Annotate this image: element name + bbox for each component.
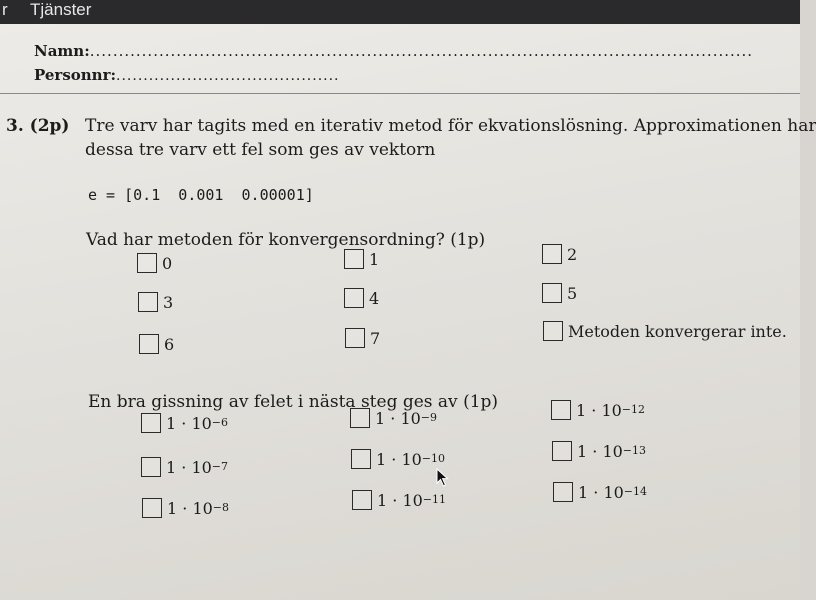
checkbox[interactable] xyxy=(344,288,364,308)
checkbox[interactable] xyxy=(543,321,563,341)
option-base: 1 · 10 xyxy=(166,413,212,433)
option-label: 7 xyxy=(370,328,381,348)
name-dots: ................................................................................................................... xyxy=(89,42,754,60)
checkbox[interactable] xyxy=(345,328,365,348)
name-field xyxy=(34,42,754,60)
personnr-field xyxy=(34,66,340,84)
error-option[interactable]: 1 · 10 −13 xyxy=(552,441,646,461)
option-label: 4 xyxy=(369,288,380,308)
personnr-label: Personnr: xyxy=(34,66,117,84)
checkbox[interactable] xyxy=(352,490,372,510)
name-label: Namn: xyxy=(34,42,90,60)
option-label: 2 xyxy=(567,244,578,264)
checkbox[interactable] xyxy=(552,441,572,461)
top-menu-bar xyxy=(0,0,800,24)
mouse-pointer-icon xyxy=(436,468,450,488)
checkbox[interactable] xyxy=(141,413,161,433)
order-option[interactable] xyxy=(344,249,379,269)
checkbox[interactable] xyxy=(542,283,562,303)
error-option[interactable]: 1 · 10 −7 xyxy=(141,457,228,477)
option-label: 0 xyxy=(162,253,173,273)
order-option[interactable] xyxy=(344,288,379,308)
checkbox[interactable] xyxy=(351,449,371,469)
checkbox[interactable] xyxy=(551,400,571,420)
order-option[interactable] xyxy=(137,253,172,273)
question-text xyxy=(85,114,816,162)
error-option[interactable]: 1 · 10 −6 xyxy=(141,413,228,433)
order-option[interactable] xyxy=(543,321,787,341)
error-option[interactable]: 1 · 10 −8 xyxy=(142,498,229,518)
option-label: 1 xyxy=(369,249,380,269)
error-option[interactable]: 1 · 10 −12 xyxy=(551,400,645,420)
option-label: 5 xyxy=(567,283,578,303)
question-index: 3. xyxy=(6,116,24,136)
checkbox[interactable] xyxy=(350,408,370,428)
exam-page xyxy=(0,24,816,600)
checkbox[interactable] xyxy=(142,498,162,518)
order-option[interactable] xyxy=(138,292,173,312)
order-option[interactable] xyxy=(542,244,577,264)
option-base: 1 · 10 xyxy=(578,482,624,502)
error-vector: e = [0.1 0.001 0.00001] xyxy=(88,186,314,204)
error-option[interactable]: 1 · 10 −14 xyxy=(553,482,647,502)
error-option[interactable]: 1 · 10 −9 xyxy=(350,408,437,428)
question-line-1: Tre varv har tagits med en iterativ metod för ekvationslösning. Approximationen har xyxy=(85,116,816,136)
checkbox[interactable] xyxy=(553,482,573,502)
part1-prompt: Vad har metoden för konvergensordning? (1p) xyxy=(86,230,486,250)
order-option[interactable] xyxy=(139,334,174,354)
option-label: Metoden konvergerar inte. xyxy=(568,321,787,341)
order-option[interactable] xyxy=(542,283,577,303)
checkbox[interactable] xyxy=(141,457,161,477)
option-label: 6 xyxy=(164,334,175,354)
option-label: 3 xyxy=(163,292,174,312)
option-base: 1 · 10 xyxy=(576,400,622,420)
menu-item-tjanster[interactable]: Tjänster xyxy=(30,0,92,19)
checkbox[interactable] xyxy=(139,334,159,354)
option-base: 1 · 10 xyxy=(577,441,623,461)
option-base: 1 · 10 xyxy=(166,457,212,477)
checkbox[interactable] xyxy=(137,253,157,273)
checkbox[interactable] xyxy=(138,292,158,312)
question-points: (2p) xyxy=(29,116,70,136)
order-option[interactable] xyxy=(345,328,380,348)
error-option[interactable]: 1 · 10 −11 xyxy=(352,490,446,510)
error-option[interactable]: 1 · 10 −10 xyxy=(351,449,445,469)
checkbox[interactable] xyxy=(344,249,364,269)
option-base: 1 · 10 xyxy=(376,449,422,469)
checkbox[interactable] xyxy=(542,244,562,264)
option-base: 1 · 10 xyxy=(377,490,423,510)
option-base: 1 · 10 xyxy=(167,498,213,518)
menu-fragment[interactable]: r xyxy=(2,0,8,19)
header-divider xyxy=(0,93,800,94)
personnr-dots: ......................................... xyxy=(116,68,340,84)
question-line-2: dessa tre varv ett fel som ges av vektorn xyxy=(85,140,436,160)
part2-prompt: En bra gissning av felet i nästa steg ges av (1p) xyxy=(88,392,499,412)
question-number xyxy=(6,116,69,136)
option-base: 1 · 10 xyxy=(375,408,421,428)
